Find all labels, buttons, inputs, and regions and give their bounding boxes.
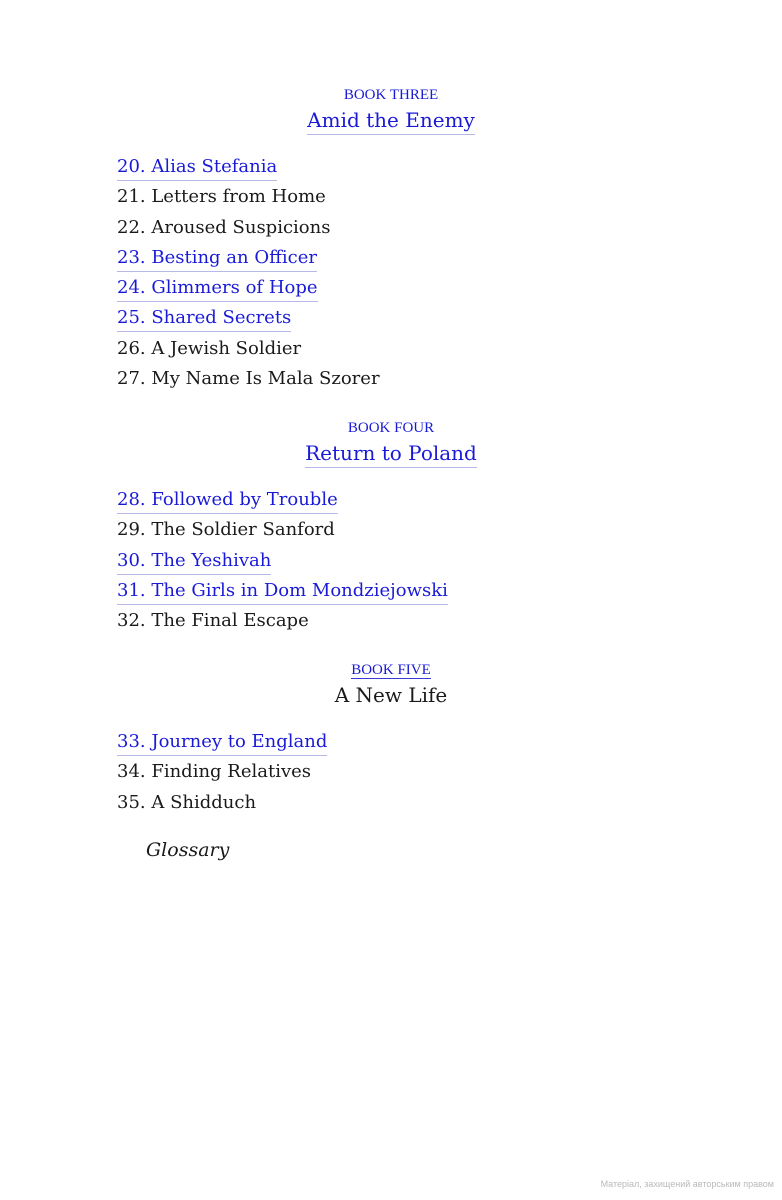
chapter-link[interactable]: 23. Besting an Officer — [117, 245, 317, 272]
chapter-27 — [117, 366, 717, 396]
chapter-21 — [117, 184, 717, 214]
chapter-30[interactable] — [117, 548, 717, 578]
chapter-26 — [117, 336, 717, 366]
chapter-link[interactable]: 31. The Girls in Dom Mondziejowski — [117, 578, 448, 605]
chapter-33[interactable] — [117, 729, 717, 759]
chapter-35 — [117, 790, 717, 820]
book-three-header — [0, 86, 782, 134]
chapter-link[interactable]: 20. Alias Stefania — [117, 154, 277, 181]
chapter-31[interactable] — [117, 578, 717, 608]
book-four-header — [0, 419, 782, 467]
book-three-chapter-list — [117, 154, 717, 396]
book-five-chapter-list — [117, 729, 717, 820]
book-five-title-text: A New Life — [334, 683, 448, 707]
book-five-title — [0, 681, 782, 709]
chapter-24[interactable] — [117, 275, 717, 305]
chapter-text: 21. Letters from Home — [117, 186, 326, 208]
chapter-link[interactable]: 25. Shared Secrets — [117, 305, 291, 332]
copyright-watermark: Матеріал, захищений авторським правом — [600, 1179, 774, 1189]
chapter-34 — [117, 759, 717, 789]
glossary-entry: Glossary — [146, 839, 230, 861]
book-three-label[interactable] — [0, 86, 782, 104]
book-four-title[interactable] — [0, 439, 782, 467]
chapter-text: 29. The Soldier Sanford — [117, 519, 335, 541]
chapter-text: 22. Aroused Suspicions — [117, 216, 331, 238]
book-four-title-link[interactable]: Return to Poland — [305, 439, 477, 468]
chapter-32 — [117, 608, 717, 638]
book-four-chapter-list — [117, 487, 717, 638]
book-three-label-link[interactable]: BOOK THREE — [343, 87, 439, 103]
chapter-text: 27. My Name Is Mala Szorer — [117, 368, 380, 390]
chapter-text: 32. The Final Escape — [117, 610, 309, 632]
chapter-text: 34. Finding Relatives — [117, 761, 312, 783]
chapter-25[interactable] — [117, 305, 717, 335]
chapter-link[interactable]: 33. Journey to England — [117, 729, 327, 756]
chapter-23[interactable] — [117, 245, 717, 275]
book-three-title-link[interactable]: Amid the Enemy — [307, 106, 475, 135]
book-four-label[interactable] — [0, 419, 782, 437]
chapter-link[interactable]: 30. The Yeshivah — [117, 548, 271, 575]
chapter-22 — [117, 215, 717, 245]
chapter-link[interactable]: 28. Followed by Trouble — [117, 487, 338, 514]
chapter-29 — [117, 517, 717, 547]
chapter-text: 26. A Jewish Soldier — [117, 337, 302, 359]
book-three-title[interactable] — [0, 106, 782, 134]
chapter-20[interactable] — [117, 154, 717, 184]
book-five-label-link[interactable]: BOOK FIVE — [351, 662, 431, 678]
book-five-header — [0, 661, 782, 709]
chapter-link[interactable]: 24. Glimmers of Hope — [117, 275, 318, 302]
chapter-28[interactable] — [117, 487, 717, 517]
chapter-text: 35. A Shidduch — [117, 791, 257, 813]
book-five-label[interactable] — [0, 661, 782, 679]
book-four-label-link[interactable]: BOOK FOUR — [347, 420, 435, 436]
